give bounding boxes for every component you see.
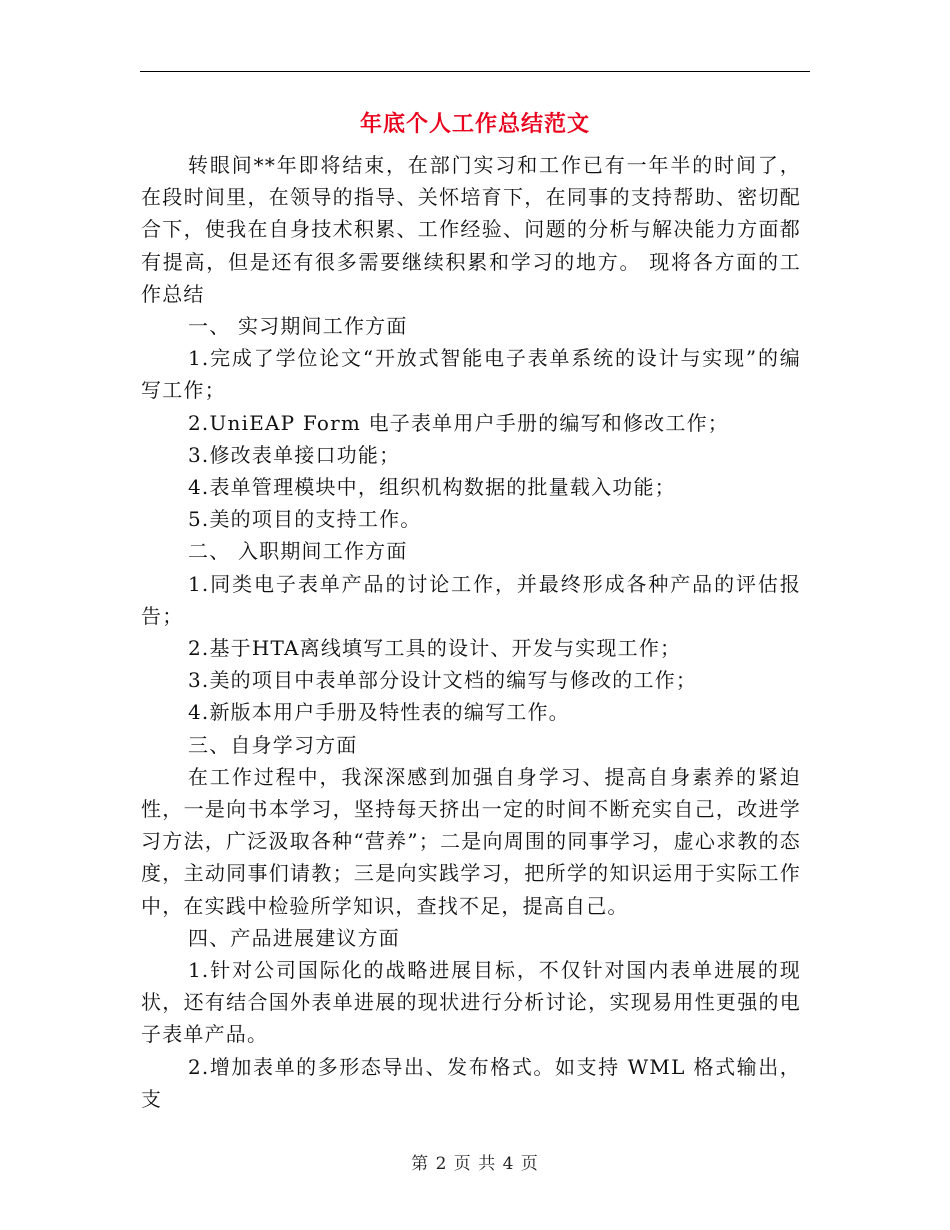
list-item: 1.完成了学位论文“开放式智能电子表单系统的设计与实现”的编写工作； [141, 346, 801, 403]
paragraph-self-learning: 在工作过程中，我深深感到加强自身学习、提高自身素养的紧迫性，一是向书本学习，坚持每天挤出一定的时间不断充实自己，改进学习方法，广泛汲取各种“营养”；二是向周围的同事学习，虚心求教的态度，主动同事们请教；三是向实践学习，把所学的知识运用于实际工作中，在实践中检验所学知识，查找不足，提高自己。 [141, 764, 801, 918]
section-heading-product-suggestions: 四、产品进展建议方面 [188, 925, 400, 950]
page-footer: 第 2 页 共 4 页 [411, 1154, 539, 1174]
section-heading-self-learning: 三、自身学习方面 [188, 732, 358, 757]
list-item: 4.表单管理模块中，组织机构数据的批量载入功能； [188, 475, 676, 500]
section-heading-internship: 一、 实习期间工作方面 [188, 314, 408, 339]
document-title: 年底个人工作总结范文 [359, 111, 590, 137]
list-item: 2.基于HTA离线填写工具的设计、开发与实现工作； [188, 636, 682, 661]
list-item: 1.同类电子表单产品的讨论工作，并最终形成各种产品的评估报告； [141, 571, 801, 628]
list-item: 5.美的项目的支持工作。 [188, 507, 422, 532]
list-item: 3.修改表单接口功能； [188, 442, 401, 467]
list-item: 2.增加表单的多形态导出、发布格式。如支持 WML 格式输出，支 [141, 1054, 801, 1111]
list-item: 4.新版本用户手册及特性表的编写工作。 [188, 700, 570, 725]
document-body [141, 149, 801, 1115]
header-rule [140, 71, 810, 72]
paragraph-intro: 转眼间**年即将结束，在部门实习和工作已有一年半的时间了，在段时间里，在领导的指导、关怀培育下，在同事的支持帮助、密切配合下，使我在自身技术积累、工作经验、问题的分析与解决能力方面都有提高，但是还有很多需要继续积累和学习的地方。 现将各方面的工作总结 [141, 153, 801, 306]
list-item: 3.美的项目中表单部分设计文档的编写与修改的工作； [188, 668, 698, 693]
list-item: 2.UniEAP Form 电子表单用户手册的编写和修改工作； [188, 410, 729, 435]
list-item: 1.针对公司国际化的战略进展目标，不仅针对国内表单进展的现状，还有结合国外表单进展的现状进行分析讨论，实现易用性更强的电子表单产品。 [141, 958, 801, 1047]
section-heading-employment: 二、 入职期间工作方面 [188, 539, 408, 564]
